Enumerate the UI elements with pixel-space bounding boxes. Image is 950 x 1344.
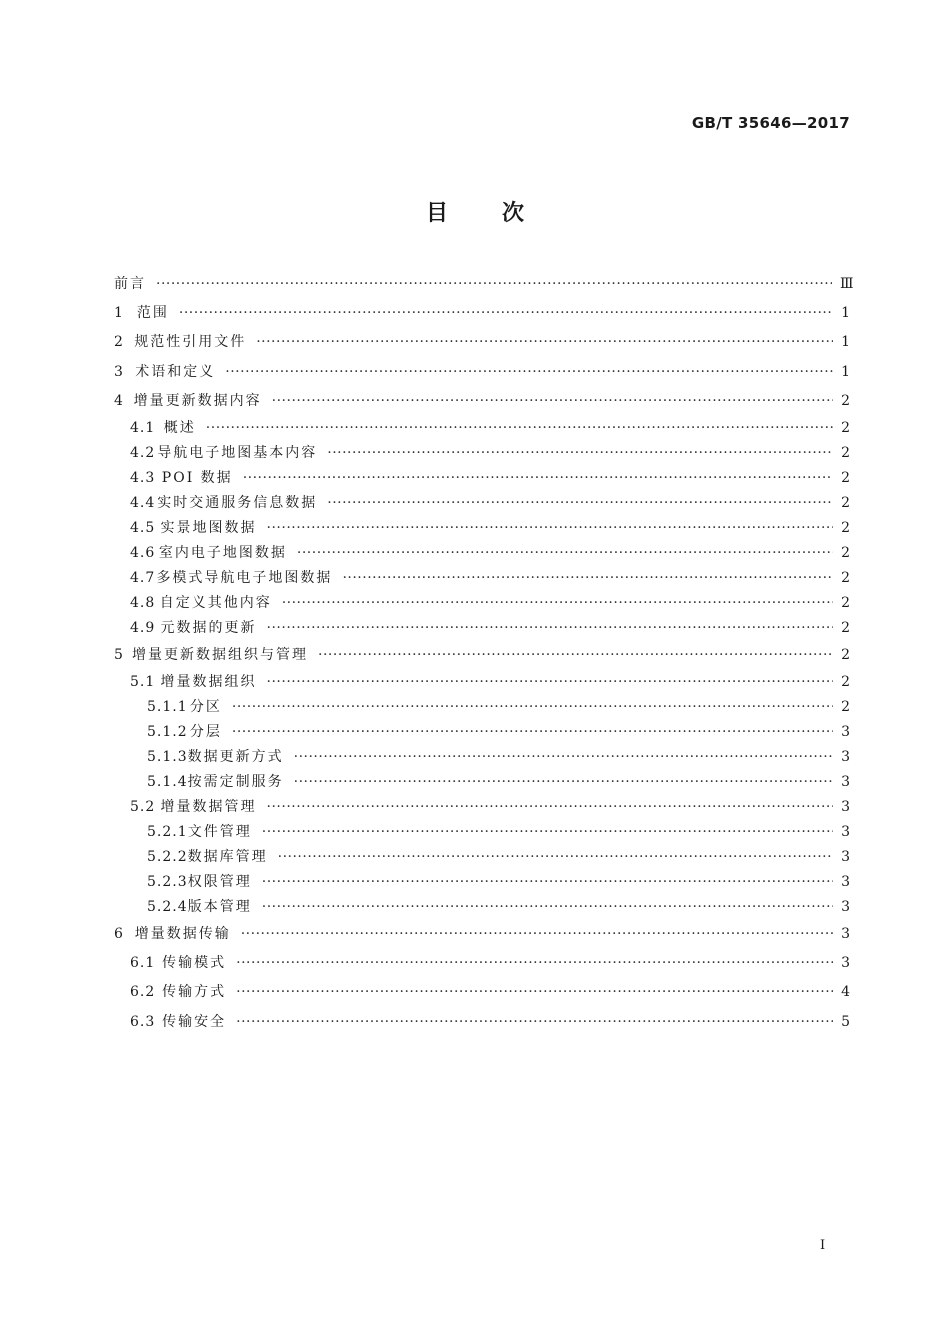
toc-entry-number: 5.1.2 <box>147 724 188 741</box>
toc-entry-title: 传输模式 <box>162 955 227 972</box>
toc-entry-page: 2 <box>841 469 850 486</box>
toc-dot-leader <box>327 441 833 466</box>
toc-entry-number: 6.3 <box>130 1013 156 1030</box>
toc-entry-title: 按需定制服务 <box>187 774 284 791</box>
toc-entry[interactable] <box>114 745 850 770</box>
toc-entry-title: 范围 <box>136 305 169 322</box>
toc-entry-lead <box>114 745 841 770</box>
toc-entry-title: 元数据的更新 <box>160 619 257 636</box>
toc-entry-number: 5.2 <box>130 799 156 816</box>
toc-entry-number: 6.1 <box>130 955 156 972</box>
toc-dot-leader <box>318 641 833 670</box>
toc-dot-leader <box>232 695 833 720</box>
toc-entry-title: 增量更新数据组织与管理 <box>132 646 309 663</box>
toc-entry-page: 2 <box>841 419 850 436</box>
toc-entry-lead <box>114 270 840 299</box>
toc-entry[interactable] <box>114 541 850 566</box>
toc-entry-lead <box>114 720 841 745</box>
toc-entry-lead <box>114 978 841 1007</box>
toc-entry-number: 5.2.2 <box>147 849 188 866</box>
toc-dot-leader <box>243 466 833 491</box>
toc-entry-lead <box>114 920 841 949</box>
toc-entry[interactable] <box>114 299 850 328</box>
toc-entry-lead <box>114 820 841 845</box>
toc-dot-leader <box>267 670 834 695</box>
toc-title <box>0 196 950 227</box>
toc-dot-leader <box>179 299 833 328</box>
toc-entry-page: 3 <box>841 824 850 841</box>
toc-entry-page: 2 <box>841 619 850 636</box>
toc-entry-title: 增量数据传输 <box>134 926 231 943</box>
toc-dot-leader <box>262 870 833 895</box>
toc-entry-title: 增量更新数据内容 <box>133 392 262 409</box>
toc-entry-page: 2 <box>841 674 850 691</box>
toc-dot-leader <box>241 920 833 949</box>
toc-entry-title: 前言 <box>114 275 146 292</box>
toc-entry-number: 4.5 <box>130 519 156 536</box>
toc-entry[interactable] <box>114 491 850 516</box>
toc-entry[interactable] <box>114 770 850 795</box>
toc-entry-title: 数据库管理 <box>187 849 268 866</box>
toc-entry-number: 4.1 <box>130 419 156 436</box>
toc-entry-title: 室内电子地图数据 <box>158 544 287 561</box>
toc-entry-page: 1 <box>841 363 850 380</box>
toc-entry-number: 5.2.4 <box>147 899 188 916</box>
toc-entry-page: 2 <box>841 544 850 561</box>
toc-entry-page: 2 <box>841 594 850 611</box>
toc-entry[interactable] <box>114 566 850 591</box>
toc-entry-lead <box>114 491 841 516</box>
toc-entry-lead <box>114 949 841 978</box>
page-number: Ⅰ <box>820 1238 826 1253</box>
toc-entry[interactable] <box>114 387 850 416</box>
toc-entry-number: 4.3 <box>130 469 156 486</box>
standard-code: GB/T 35646—2017 <box>691 114 850 132</box>
toc-entry[interactable] <box>114 895 850 920</box>
toc-entry-page: 3 <box>841 724 850 741</box>
toc-entry[interactable] <box>114 795 850 820</box>
toc-title-char-1: 目 <box>425 201 448 226</box>
toc-entry-title: 增量数据管理 <box>160 799 257 816</box>
table-of-contents <box>114 270 854 1037</box>
toc-dot-leader <box>267 516 834 541</box>
toc-entry-lead <box>114 516 841 541</box>
toc-entry-number: 6 <box>114 926 124 943</box>
toc-dot-leader <box>262 895 833 920</box>
toc-entry-page: 2 <box>841 444 850 461</box>
toc-dot-leader <box>236 978 833 1007</box>
toc-dot-leader <box>297 541 833 566</box>
toc-entry-lead <box>114 895 841 920</box>
toc-entry[interactable] <box>114 270 854 299</box>
toc-entry-number: 5.2.3 <box>147 874 188 891</box>
toc-dot-leader <box>267 795 834 820</box>
toc-entry-page: 3 <box>841 749 850 766</box>
toc-entry-number: 3 <box>114 363 124 380</box>
toc-entry-page: 3 <box>841 799 850 816</box>
toc-dot-leader <box>156 270 832 299</box>
toc-entry-number: 4.9 <box>130 619 156 636</box>
toc-entry-page: 1 <box>841 305 850 322</box>
toc-entry-page: 2 <box>841 569 850 586</box>
toc-entry[interactable] <box>114 466 850 491</box>
toc-entry-page: 3 <box>841 874 850 891</box>
toc-entry-number: 4.4 <box>130 494 156 511</box>
toc-entry-number: 4 <box>114 392 124 409</box>
toc-entry-title: 权限管理 <box>187 874 252 891</box>
toc-dot-leader <box>342 566 833 591</box>
toc-entry-page: 2 <box>841 646 850 663</box>
toc-entry-lead <box>114 795 841 820</box>
toc-entry-title: 分区 <box>189 699 222 716</box>
toc-entry[interactable] <box>114 979 850 1008</box>
toc-entry-lead <box>114 328 841 357</box>
toc-dot-leader <box>262 820 833 845</box>
toc-entry[interactable] <box>114 616 850 641</box>
toc-entry-lead <box>114 358 841 387</box>
toc-entry[interactable] <box>114 441 850 466</box>
toc-entry[interactable] <box>114 328 850 357</box>
toc-entry-page: 1 <box>841 334 850 351</box>
toc-entry-page: 3 <box>841 926 850 943</box>
toc-entry-page: 2 <box>841 519 850 536</box>
toc-entry-page: 3 <box>841 899 850 916</box>
toc-dot-leader <box>256 328 833 357</box>
toc-entry-lead <box>114 845 841 870</box>
toc-entry[interactable] <box>114 591 850 616</box>
toc-entry-page: 3 <box>841 849 850 866</box>
toc-entry[interactable] <box>114 920 850 949</box>
toc-entry-lead <box>114 541 841 566</box>
toc-title-char-2: 次 <box>502 201 525 226</box>
toc-entry-number: 4.2 <box>130 444 156 461</box>
toc-entry-lead <box>114 566 841 591</box>
toc-entry-page: 2 <box>841 392 850 409</box>
toc-entry-lead <box>114 641 841 670</box>
toc-entry-number: 2 <box>114 334 124 351</box>
toc-entry-lead <box>114 870 841 895</box>
toc-entry[interactable] <box>114 1008 850 1037</box>
toc-entry-title: 自定义其他内容 <box>159 594 272 611</box>
toc-entry-number: 5.1.4 <box>147 774 188 791</box>
toc-dot-leader <box>294 745 833 770</box>
toc-entry-page: 2 <box>841 699 850 716</box>
toc-entry-title: 术语和定义 <box>135 363 216 380</box>
toc-entry[interactable] <box>114 720 850 745</box>
toc-entry-lead <box>114 441 841 466</box>
toc-entry-number: 5.1.1 <box>147 699 188 716</box>
toc-entry-lead <box>114 387 841 416</box>
toc-entry-title: POI 数据 <box>161 469 233 486</box>
toc-entry[interactable] <box>114 416 850 441</box>
toc-entry-lead <box>114 770 841 795</box>
toc-dot-leader <box>236 949 833 978</box>
toc-entry-number: 1 <box>114 305 124 322</box>
toc-entry-number: 6.2 <box>130 984 156 1001</box>
toc-entry-page: 4 <box>841 984 850 1001</box>
toc-entry[interactable] <box>114 670 850 695</box>
toc-entry-title: 多模式导航电子地图数据 <box>156 569 333 586</box>
toc-entry-number: 5.1.3 <box>147 749 188 766</box>
toc-entry[interactable] <box>114 820 850 845</box>
toc-dot-leader <box>278 845 833 870</box>
toc-dot-leader <box>267 616 834 641</box>
toc-entry-page: 2 <box>841 494 850 511</box>
toc-entry-title: 概述 <box>163 419 196 436</box>
toc-entry-page: 3 <box>841 774 850 791</box>
toc-entry-number: 4.7 <box>130 569 156 586</box>
toc-entry-number: 5.1 <box>130 674 156 691</box>
toc-entry-lead <box>114 695 841 720</box>
toc-entry-lead <box>114 616 841 641</box>
toc-dot-leader <box>206 416 833 441</box>
toc-entry-number: 5.2.1 <box>147 824 188 841</box>
toc-dot-leader <box>294 770 833 795</box>
toc-entry-title: 数据更新方式 <box>187 749 284 766</box>
toc-entry-lead <box>114 1008 841 1037</box>
toc-entry-lead <box>114 591 841 616</box>
toc-entry[interactable] <box>114 358 850 387</box>
toc-entry[interactable] <box>114 845 850 870</box>
toc-entry-title: 分层 <box>189 724 222 741</box>
toc-entry-lead <box>114 299 841 328</box>
toc-entry-title: 规范性引用文件 <box>134 334 247 351</box>
toc-entry-title: 导航电子地图基本内容 <box>157 444 318 461</box>
toc-entry-lead <box>114 416 841 441</box>
toc-entry-title: 版本管理 <box>187 899 252 916</box>
toc-dot-leader <box>232 720 833 745</box>
toc-dot-leader <box>327 491 833 516</box>
toc-entry-page: 3 <box>841 955 850 972</box>
toc-entry-page: 5 <box>841 1013 850 1030</box>
toc-entry[interactable] <box>114 516 850 541</box>
toc-dot-leader <box>236 1008 833 1037</box>
toc-entry-title: 传输方式 <box>162 984 227 1001</box>
toc-entry[interactable] <box>114 949 850 978</box>
toc-entry-title: 实时交通服务信息数据 <box>157 494 318 511</box>
toc-entry[interactable] <box>114 695 850 720</box>
toc-entry-page: Ⅲ <box>840 275 854 292</box>
toc-entry[interactable] <box>114 870 850 895</box>
toc-entry-number: 4.6 <box>130 544 156 561</box>
toc-entry-number: 4.8 <box>130 594 156 611</box>
toc-entry-title: 传输安全 <box>162 1013 227 1030</box>
toc-entry-title: 文件管理 <box>187 824 252 841</box>
toc-entry-title: 实景地图数据 <box>160 519 257 536</box>
toc-entry-lead <box>114 466 841 491</box>
toc-dot-leader <box>272 387 833 416</box>
toc-entry[interactable] <box>114 641 850 670</box>
toc-entry-title: 增量数据组织 <box>160 674 257 691</box>
toc-entry-lead <box>114 670 841 695</box>
toc-dot-leader <box>282 591 833 616</box>
toc-entry-number: 5 <box>114 646 124 663</box>
toc-dot-leader <box>225 358 833 387</box>
